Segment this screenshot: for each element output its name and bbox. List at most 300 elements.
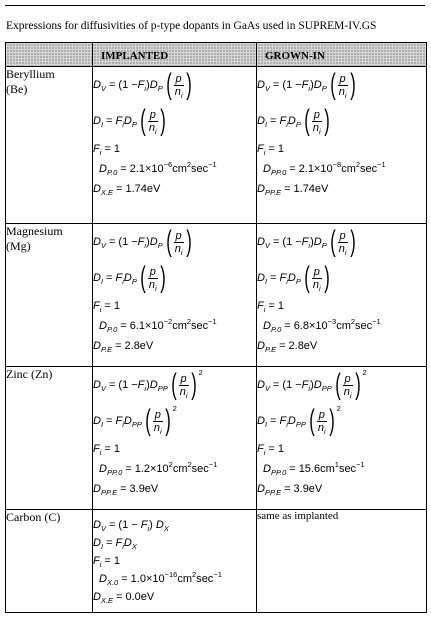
denominator-ni: [317, 421, 327, 434]
subscript-i: i: [144, 384, 147, 393]
subscript: V: [100, 524, 106, 533]
eq-cell-be-grown: [257, 67, 427, 224]
denominator-ni: [312, 121, 322, 134]
symbol-d: D: [93, 183, 101, 195]
numerator-p: p: [318, 408, 325, 421]
top-rule: [5, 5, 425, 6]
symbol-di: [93, 272, 103, 284]
symbol-d0: [263, 463, 286, 475]
fraction-p-over-ni: [148, 109, 158, 134]
symbol-fi: [138, 236, 146, 248]
equation-de: [93, 479, 256, 499]
symbol-d: D: [123, 115, 132, 127]
symbol-d: D: [287, 115, 296, 127]
symbol-d-dopant: [124, 415, 142, 427]
symbol-d-dopant: [314, 79, 327, 91]
symbol-d: D: [263, 163, 271, 175]
symbol-d-dopant: [150, 79, 163, 91]
equals-sign: =: [270, 415, 277, 427]
equation-d0: [93, 570, 256, 588]
diffusivity-table: [5, 42, 427, 613]
dopant-cell-zinc: [6, 367, 93, 510]
fraction-p-over-ni: [317, 409, 327, 434]
numerator-p: p: [149, 108, 156, 121]
one-minus: (1 −: [282, 79, 302, 91]
equals-sign: =: [121, 573, 128, 585]
equals-sign: =: [270, 115, 277, 127]
fraction-p-over-ni: [312, 109, 322, 134]
fraction-p-over-ni: [148, 266, 158, 291]
equation-de: [93, 588, 256, 606]
subscript-i: i: [308, 384, 311, 393]
symbol-fi: [138, 379, 146, 391]
close-paren: ): [146, 379, 150, 391]
right-paren: ): [328, 404, 335, 437]
subscript: V: [100, 84, 106, 93]
symbol-de: [257, 340, 276, 352]
subscript-i: i: [185, 390, 188, 400]
symbol-n: n: [317, 421, 324, 434]
symbol-f: F: [137, 236, 145, 248]
subscript-i: i: [122, 542, 124, 551]
equals-sign: =: [104, 443, 111, 455]
squared-exp: 2: [336, 404, 341, 413]
equals-sign: =: [272, 79, 280, 91]
paren-fraction: [138, 106, 168, 136]
subscript: PP.0: [270, 168, 287, 177]
symbol-d: D: [93, 483, 101, 495]
subscript: P: [321, 84, 327, 93]
subscript: V: [100, 241, 106, 250]
right-paren: ): [323, 261, 330, 294]
symbol-f: F: [257, 143, 264, 155]
left-paren: (: [165, 68, 172, 101]
fraction-p-over-ni: [343, 373, 353, 398]
fraction-p-over-ni: [312, 266, 322, 291]
subscript: P: [157, 84, 163, 93]
denominator-ni: [179, 385, 189, 398]
symbol-fi: [279, 272, 287, 284]
d0-exponent: 1: [334, 460, 339, 469]
symbol-n: n: [312, 121, 319, 134]
left-paren: (: [329, 225, 336, 258]
equation-fi: [257, 296, 426, 316]
equals-sign: =: [120, 483, 127, 495]
equation-di: [257, 403, 426, 439]
subscript-i: i: [308, 241, 311, 250]
equation-d0: [257, 159, 426, 179]
symbol-n: n: [343, 385, 350, 398]
equals-sign: =: [125, 463, 132, 475]
symbol-d: D: [93, 415, 101, 427]
fraction-p-over-ni: [174, 73, 184, 98]
cm-exponent: 2: [355, 160, 361, 169]
symbol-d: D: [123, 537, 132, 549]
subscript-i: i: [122, 420, 124, 429]
fraction-p-over-ni: [153, 409, 163, 434]
equation-dv: [257, 67, 426, 103]
symbol-dv: [93, 236, 106, 248]
symbol-d: D: [257, 236, 265, 248]
symbol-d-dopant: [124, 115, 137, 127]
symbol-n: n: [338, 85, 345, 98]
symbol-d: D: [93, 537, 101, 549]
paren-fraction: [138, 263, 168, 293]
right-paren: ): [190, 368, 197, 401]
right-paren: ): [323, 104, 330, 137]
subscript: I: [264, 277, 268, 286]
subscript-i: i: [159, 426, 162, 436]
subscript: X.E: [100, 596, 114, 605]
d0-cm: cm: [172, 463, 188, 475]
subscript-i: i: [99, 448, 102, 457]
symbol-fi: [93, 443, 101, 455]
equation-d0: [93, 159, 256, 179]
equation-dv: [257, 367, 426, 403]
subscript: PP.0: [270, 468, 287, 477]
equals-sign: =: [108, 79, 116, 91]
header-grown-in: GROWN-IN: [257, 43, 427, 67]
subscript-i: i: [286, 277, 288, 286]
close-paren: ): [146, 236, 150, 248]
sec-exponent: −1: [208, 317, 217, 326]
fi-value: 1: [113, 443, 120, 455]
dopant-name: Carbon (C): [6, 510, 61, 524]
symbol-d: D: [257, 79, 265, 91]
equation-fi: [93, 139, 256, 159]
one-minus: (1 −: [118, 379, 138, 391]
denominator-ni: [174, 85, 184, 98]
equals-sign: =: [120, 320, 127, 332]
symbol-d0: [99, 320, 117, 332]
symbol-n: n: [148, 278, 155, 291]
one-minus: (1 −: [118, 236, 138, 248]
subscript: X: [163, 524, 169, 533]
close-paren: ): [149, 519, 153, 531]
symbol-d: D: [93, 379, 101, 391]
symbol-dv: [257, 79, 270, 91]
symbol-d: D: [313, 79, 322, 91]
row-zinc: [6, 367, 427, 510]
left-paren: (: [334, 368, 341, 401]
symbol-f: F: [140, 519, 148, 531]
cm-exponent: 2: [350, 317, 356, 326]
dopant-symbol: (Mg): [6, 239, 31, 253]
symbol-f: F: [301, 79, 309, 91]
equals-sign: =: [268, 300, 275, 312]
symbol-d: D: [257, 379, 265, 391]
symbol-f: F: [301, 379, 309, 391]
subscript-i: i: [154, 283, 157, 293]
left-paren: (: [304, 261, 310, 294]
equals-sign: =: [270, 272, 277, 284]
close-paren: ): [310, 236, 314, 248]
de-value: 2.8eV: [288, 340, 318, 352]
subscript: PP.E: [264, 488, 282, 497]
symbol-d: D: [123, 415, 132, 427]
dopant-name: Zinc (Zn): [6, 367, 53, 381]
equation-de: [257, 179, 426, 199]
numerator-p: p: [313, 108, 320, 121]
symbol-d: D: [149, 79, 158, 91]
numerator-p: p: [154, 408, 161, 421]
subscript: PP: [131, 420, 142, 429]
symbol-d-dopant: [288, 415, 306, 427]
equation-de: [93, 179, 256, 199]
symbol-d: D: [99, 320, 107, 332]
fi-value: 1: [113, 555, 120, 567]
d0-exponent: 2: [168, 460, 173, 469]
equals-sign: =: [272, 236, 280, 248]
symbol-fi: [257, 300, 265, 312]
denominator-ni: [148, 121, 158, 134]
symbol-fi: [115, 415, 123, 427]
symbol-f: F: [279, 115, 287, 127]
symbol-n: n: [338, 242, 345, 255]
de-value: 0.0eV: [125, 591, 155, 603]
subscript: PP: [321, 384, 332, 393]
d0-cm: cm: [172, 320, 187, 332]
symbol-d-dopant: [150, 379, 168, 391]
fraction-p-over-ni: [174, 230, 184, 255]
cm-exponent: 2: [192, 570, 197, 579]
equation-de: [93, 336, 256, 356]
eq-cell-mg-grown: [257, 224, 427, 367]
subscript: P: [131, 120, 137, 129]
subscript: P.0: [106, 325, 118, 334]
symbol-n: n: [153, 421, 160, 434]
equals-sign: =: [289, 163, 296, 175]
symbol-de: [93, 183, 113, 195]
symbol-f: F: [137, 79, 145, 91]
symbol-dv: [93, 379, 106, 391]
equation-fi: [93, 439, 256, 459]
symbol-d: D: [257, 340, 265, 352]
eq-cell-c-implanted: [93, 510, 257, 613]
equals-sign: =: [106, 115, 113, 127]
symbol-f: F: [279, 272, 287, 284]
symbol-fi: [115, 115, 123, 127]
symbol-di: [257, 115, 267, 127]
de-value: 2.8eV: [124, 340, 154, 352]
symbol-di: [93, 415, 103, 427]
subscript-i: i: [286, 420, 288, 429]
symbol-f: F: [301, 236, 309, 248]
symbol-f: F: [93, 555, 100, 567]
equals-sign: =: [104, 555, 111, 567]
equation-di: [93, 403, 256, 439]
equals-sign: =: [268, 143, 275, 155]
symbol-fi: [302, 79, 310, 91]
symbol-fi: [141, 519, 149, 531]
symbol-d: D: [99, 163, 107, 175]
symbol-d-dopant: [156, 519, 169, 531]
symbol-d: D: [257, 483, 265, 495]
paren-fraction: [143, 406, 177, 436]
subscript-i: i: [180, 247, 183, 257]
right-paren: ): [185, 225, 192, 258]
equals-sign: =: [108, 379, 116, 391]
symbol-d: D: [263, 320, 271, 332]
subscript-i: i: [344, 90, 347, 100]
symbol-f: F: [115, 272, 123, 284]
equation-d0: [93, 459, 256, 479]
symbol-d: D: [313, 379, 322, 391]
subscript: P: [295, 120, 301, 129]
subscript: P.E: [264, 345, 277, 354]
symbol-dv: [93, 79, 106, 91]
paren-fraction: [302, 106, 332, 136]
equation-fi: [93, 552, 256, 570]
subscript: I: [100, 277, 104, 286]
d0-cm: cm: [177, 573, 193, 585]
symbol-d: D: [93, 272, 101, 284]
equals-sign: =: [106, 415, 113, 427]
equals-sign: =: [272, 379, 280, 391]
subscript-i: i: [318, 283, 321, 293]
close-paren: ): [310, 379, 314, 391]
symbol-n: n: [174, 85, 181, 98]
right-paren: ): [354, 368, 361, 401]
numerator-p: p: [344, 372, 351, 385]
fi-value: 1: [113, 143, 120, 155]
d0-cm: cm: [341, 163, 356, 175]
numerator-p: p: [313, 265, 320, 278]
left-paren: (: [140, 104, 146, 137]
subscript: I: [100, 542, 104, 551]
symbol-de: [93, 340, 112, 352]
symbol-fi: [138, 79, 146, 91]
sec-exponent: −1: [208, 160, 217, 169]
close-paren: ): [146, 79, 150, 91]
sec-exponent: −1: [208, 460, 218, 469]
symbol-d: D: [149, 236, 158, 248]
right-paren: ): [349, 68, 356, 101]
symbol-fi: [93, 555, 101, 567]
symbol-di: [257, 415, 267, 427]
symbol-d: D: [123, 272, 132, 284]
equation-di: [93, 103, 256, 139]
same-as-implanted-note: same as implanted: [257, 510, 427, 613]
symbol-d: D: [93, 340, 101, 352]
equals-sign: =: [268, 443, 275, 455]
symbol-d: D: [287, 272, 296, 284]
symbol-d: D: [93, 236, 101, 248]
equals-sign: =: [108, 236, 116, 248]
one-minus: (1 −: [282, 236, 302, 248]
symbol-f: F: [93, 143, 100, 155]
left-paren: (: [304, 104, 310, 137]
cm-exponent: 2: [186, 160, 192, 169]
right-paren: ): [159, 261, 166, 294]
subscript-i: i: [286, 120, 288, 129]
symbol-fi: [302, 236, 310, 248]
symbol-f: F: [115, 115, 123, 127]
subscript: PP.E: [100, 488, 118, 497]
symbol-di: [93, 537, 103, 549]
symbol-f: F: [115, 415, 123, 427]
symbol-d0: [263, 320, 281, 332]
subscript: X.E: [100, 188, 114, 197]
subscript-i: i: [144, 241, 147, 250]
symbol-d-dopant: [288, 115, 301, 127]
symbol-d: D: [93, 519, 101, 531]
sec-exponent: −1: [372, 317, 381, 326]
symbol-dv: [257, 236, 270, 248]
equals-sign: =: [284, 183, 291, 195]
equals-sign: =: [115, 340, 122, 352]
symbol-n: n: [312, 278, 319, 291]
subscript: PP: [295, 420, 306, 429]
symbol-f: F: [257, 443, 264, 455]
subscript-i: i: [308, 84, 311, 93]
equals-sign: =: [104, 300, 111, 312]
symbol-di: [93, 115, 103, 127]
equals-sign: =: [116, 591, 123, 603]
equation-dv: [93, 224, 256, 260]
numerator-p: p: [339, 72, 346, 85]
subscript: PP.0: [106, 468, 123, 477]
equation-d0: [257, 459, 426, 479]
squared-exp: 2: [172, 404, 177, 413]
equation-de: [257, 336, 426, 356]
subscript-i: i: [263, 448, 266, 457]
one-minus: (1 −: [118, 519, 141, 531]
denominator-ni: [312, 278, 322, 291]
de-value: 3.9eV: [129, 483, 159, 495]
symbol-d-dopant: [314, 379, 332, 391]
symbol-d: D: [257, 272, 265, 284]
symbol-de: [93, 483, 117, 495]
subscript: P: [131, 277, 137, 286]
squared-exp: 2: [198, 368, 203, 377]
d0-sec: sec: [191, 320, 209, 332]
equation-dv: [93, 367, 256, 403]
equation-d0: [257, 316, 426, 336]
symbol-di: [257, 272, 267, 284]
d0-sec: sec: [191, 463, 209, 475]
subscript: P.E: [100, 345, 113, 354]
paren-fraction: [307, 406, 341, 436]
row-magnesium: [6, 224, 427, 367]
symbol-d: D: [257, 415, 265, 427]
subscript: PP: [157, 384, 168, 393]
subscript: P: [321, 241, 327, 250]
subscript: P: [295, 277, 301, 286]
symbol-fi: [279, 415, 287, 427]
d0-mantissa: 1.2×10: [134, 463, 169, 475]
d0-sec: sec: [338, 463, 357, 475]
d0-sec: sec: [191, 163, 209, 175]
subscript: X: [131, 542, 137, 551]
subscript-i: i: [349, 390, 352, 400]
d0-exponent: −2: [163, 317, 173, 326]
denominator-ni: [343, 385, 353, 398]
symbol-fi: [115, 272, 123, 284]
equation-fi: [257, 139, 426, 159]
right-paren: ): [159, 104, 166, 137]
numerator-p: p: [339, 229, 346, 242]
dopant-name: Beryllium: [6, 67, 55, 81]
symbol-f: F: [279, 415, 287, 427]
equation-di: [257, 103, 426, 139]
subscript: PP.E: [264, 188, 282, 197]
symbol-f: F: [115, 537, 123, 549]
equation-fi: [93, 296, 256, 316]
subscript: I: [100, 120, 104, 129]
row-carbon: [6, 510, 427, 613]
equation-di: [93, 260, 256, 296]
